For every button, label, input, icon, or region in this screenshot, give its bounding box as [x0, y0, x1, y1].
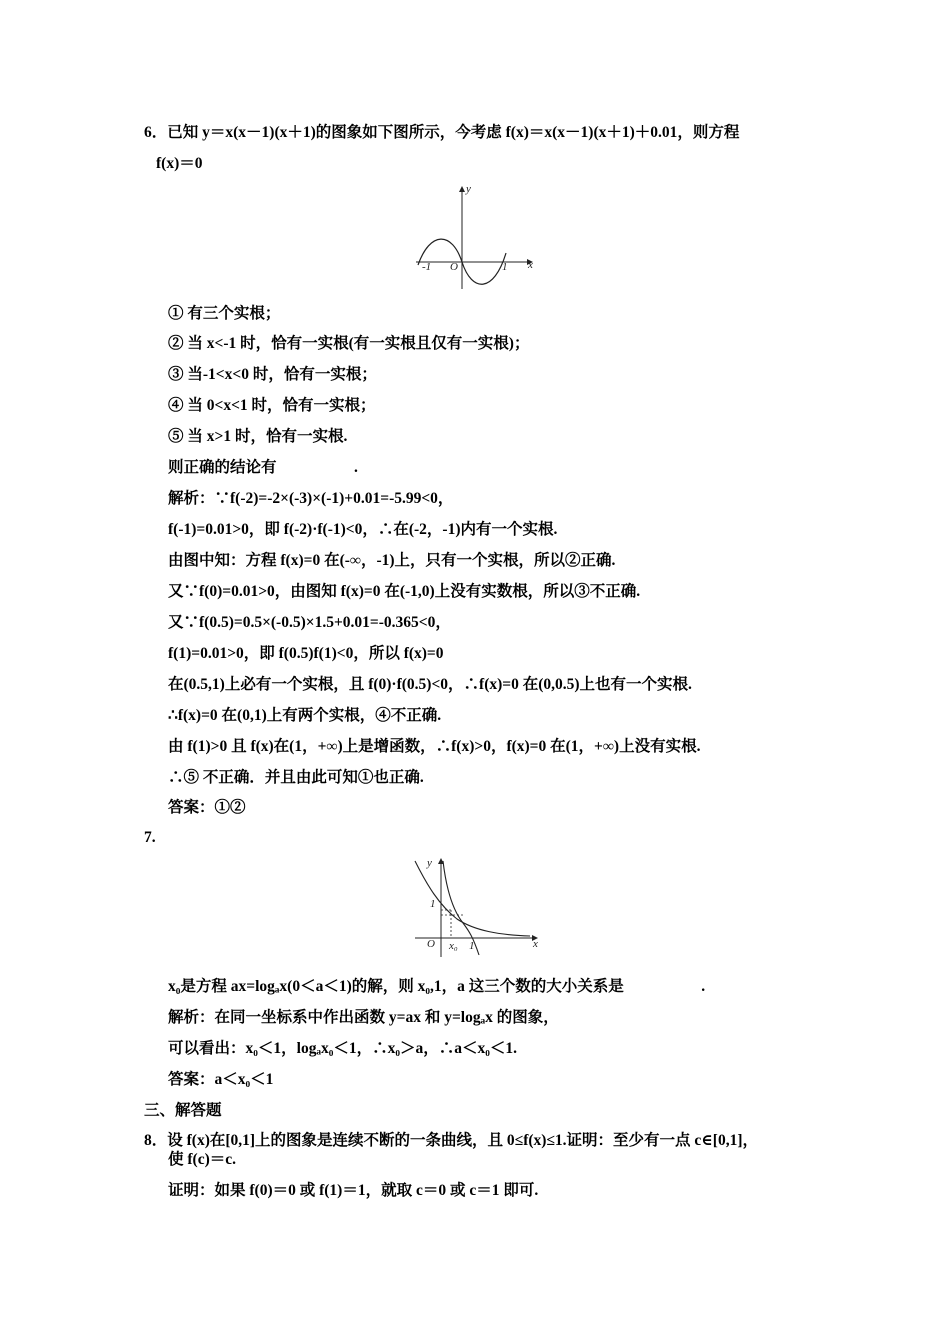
- p8-stem-line2: 使 f(c)＝c.: [168, 1151, 236, 1168]
- p6-solution-line: ∴⑤ 不正确．并且由此可知①也正确.: [168, 769, 424, 786]
- p6-option-3: ③ 当-1<x<0 时，恰有一实根；: [168, 366, 377, 383]
- p7-solution-line: 可以看出：x₀＜1，logₐx₀＜1，∴x₀＞a，∴a＜x₀＜1.: [168, 1040, 518, 1057]
- p7-number: 7.: [144, 829, 156, 846]
- p6-solution-line: f(-1)=0.01>0，即 f(-2)·f(-1)<0，∴在(-2，-1)内有一个实根.: [168, 521, 558, 538]
- p6-option-5: ⑤ 当 x>1 时，恰有一实根.: [168, 428, 348, 445]
- p6-option-2: ② 当 x<-1 时，恰有一实根(有一实根且仅有一实根)；: [168, 335, 530, 352]
- p6-cubic-graph: [410, 183, 540, 293]
- p7-stem: x₀是方程 ax=logₐx(0＜a＜1)的解，则 x₀,1，a 这三个数的大小关系是 .: [168, 978, 706, 995]
- p6-solution-line: 又∵f(0.5)=0.5×(-0.5)×1.5+0.01=-0.365<0，: [168, 614, 451, 631]
- p6-y-label: y: [466, 183, 471, 195]
- p6-solution-line: ∴f(x)=0 在(0,1)上有两个实根，④不正确.: [168, 707, 442, 724]
- p7-tick-x0: x₀: [449, 940, 458, 952]
- p6-solution-line: 解析：∵f(-2)=-2×(-3)×(-1)+0.01=-5.99<0，: [168, 490, 454, 507]
- p6-option-1: ① 有三个实根；: [168, 305, 281, 322]
- p6-solution-line: 又∵f(0)=0.01>0，由图知 f(x)=0 在(-1,0)上没有实数根，所以③不正确.: [168, 583, 641, 600]
- p6-solution-line: 由 f(1)>0 且 f(x)在(1，+∞)上是增函数，∴f(x)>0，f(x)=0 在(1，+∞)上没有实根.: [168, 738, 701, 755]
- p7-tick-x: 1: [469, 940, 475, 952]
- p6-tick-neg: -1: [422, 261, 432, 273]
- p8-stem-line1: 8．设 f(x)在[0,1]上的图象是连续不断的一条曲线，且 0≤f(x)≤1.证明：至少有一点 c∈[0,1]，: [144, 1132, 758, 1149]
- p6-option-4: ④ 当 0<x<1 时，恰有一实根；: [168, 397, 376, 414]
- p6-stem-line1: 6．已知 y＝x(x－1)(x＋1)的图象如下图所示，今考虑 f(x)＝x(x－1)(x＋1)＋0.01，则方程: [144, 124, 740, 141]
- p6-tick-pos: 1: [502, 261, 508, 273]
- p6-solution-line: 由图中知：方程 f(x)=0 在(-∞，-1)上，只有一个实根，所以②正确.: [168, 552, 616, 569]
- p6-origin-label: O: [450, 261, 458, 273]
- p6-solution-line: 在(0.5,1)上必有一个实根，且 f(0)·f(0.5)<0，∴f(x)=0 在(0,0.5)上也有一个实根.: [168, 676, 692, 693]
- p7-x-label: x: [533, 938, 538, 950]
- section3-title: 三、解答题: [144, 1102, 222, 1119]
- p7-tick-y: 1: [430, 898, 436, 910]
- p7-answer: 答案：a＜x₀＜1: [168, 1071, 274, 1088]
- p7-solution-line: 解析：在同一坐标系中作出函数 y=ax 和 y=logₐx 的图象，: [168, 1009, 559, 1026]
- p7-origin-label: O: [427, 938, 435, 950]
- p7-exp-log-graph: [405, 855, 545, 960]
- p8-proof: 证明：如果 f(0)＝0 或 f(1)＝1，就取 c＝0 或 c＝1 即可.: [168, 1182, 539, 1199]
- p6-solution-line: f(1)=0.01>0，即 f(0.5)f(1)<0，所以 f(x)=0: [168, 645, 444, 662]
- p7-y-label: y: [427, 857, 432, 869]
- p6-x-label: x: [528, 259, 533, 271]
- p6-answer: 答案：①②: [168, 799, 246, 816]
- p6-stem-line2: f(x)＝0: [156, 155, 203, 172]
- p6-question: 则正确的结论有 .: [168, 459, 358, 476]
